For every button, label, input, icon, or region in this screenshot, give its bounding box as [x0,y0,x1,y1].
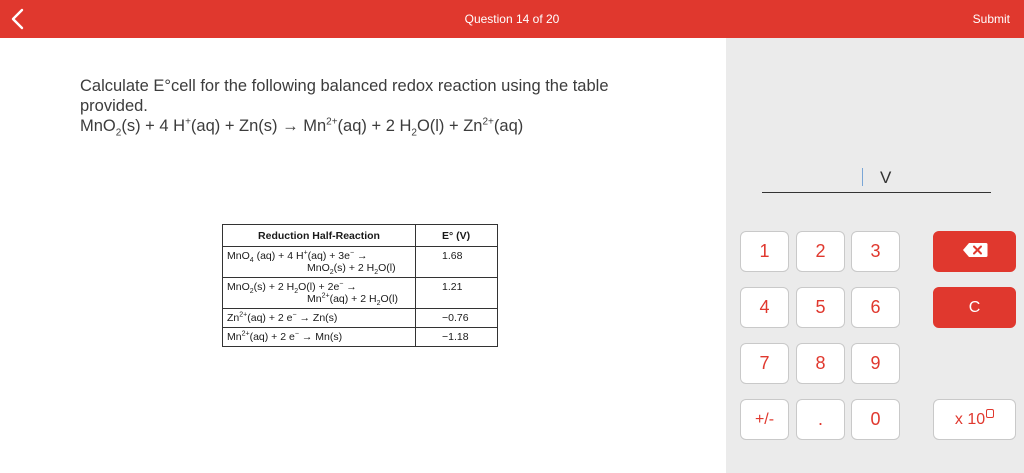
backspace-icon [962,233,988,272]
table-header-row [223,225,498,247]
backspace-button[interactable] [933,231,1016,272]
key-2[interactable]: 2 [796,231,845,272]
half-reaction-cell: MnO$_2$(s) + 2 $H_2O(l) + 2e^-$ → $Mn^{2+}(aq) + 2$ $H_2O(l)$ [223,278,416,309]
question-counter: Question 14 of 20 [464,12,560,26]
key-9[interactable]: 9 [851,343,900,384]
key-4[interactable]: 4 [740,287,789,328]
key-1[interactable]: 1 [740,231,789,272]
question-text [80,76,680,139]
unit-label: V [880,168,892,187]
key-0[interactable]: 0 [851,399,900,440]
key-8[interactable]: 8 [796,343,845,384]
clear-button[interactable]: C [933,287,1016,328]
answer-underline [762,192,991,193]
key-3[interactable]: 3 [851,231,900,272]
half-reaction-cell: $Mn^{2+}(aq) + 2$ e− → Mn(s) [223,328,416,347]
key-7[interactable]: 7 [740,343,789,384]
table-row [223,278,498,309]
plus-minus-button[interactable]: +/- [740,399,789,440]
potential-cell: 1.68 [416,247,498,278]
half-reaction-cell: $Zn^{2+}(aq) + 2$ e− → Zn(s) [223,309,416,328]
reaction-equation: MnO$_2$(s) + 4 $H^+(aq) + Zn(s) \to Mn^{2+}(aq) + 2$ $H_2O(l) + Zn^{2+}(aq)$ [80,116,524,139]
key-6[interactable]: 6 [851,287,900,328]
submit-button[interactable]: Submit [972,12,1010,26]
potential-cell: −1.18 [416,328,498,347]
key-5[interactable]: 5 [796,287,845,328]
potential-cell: 1.21 [416,278,498,309]
times-ten-label: x 10 [954,411,986,428]
question-prompt: Calculate E°cell for the following balanced redox reaction using the table provided. [80,77,609,115]
reduction-potential-table [222,224,498,347]
times-ten-button[interactable] [933,399,1016,440]
table-row [223,328,498,347]
table-row [223,309,498,328]
header-half-reaction: Reduction Half-Reaction [223,225,416,247]
half-reaction-cell: MnO$_4$ (aq) + 4 H+(aq) + 3e− → MnO$_2$(s) + 2 $H_2O(l)$ [223,247,416,278]
decimal-button[interactable]: . [796,399,845,440]
header-potential: E° (V) [416,225,498,247]
potential-cell: −0.76 [416,309,498,328]
exponent-box-icon [986,409,994,418]
table-row [223,247,498,278]
top-bar [0,0,1024,38]
answer-input[interactable] [862,168,863,186]
